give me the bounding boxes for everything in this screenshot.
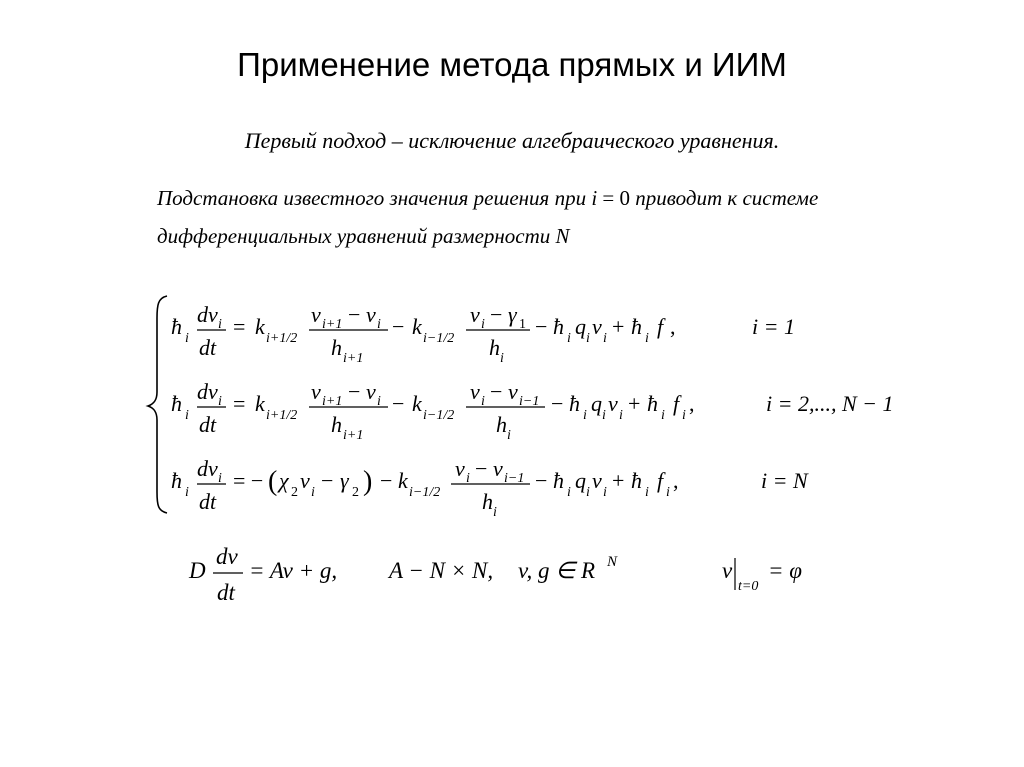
subscript: i xyxy=(185,408,189,423)
subscript: i xyxy=(377,317,381,332)
v: v xyxy=(470,379,480,404)
comma: , xyxy=(670,314,676,339)
subscript: i xyxy=(567,485,571,500)
q: q xyxy=(575,468,586,493)
matrix-equation xyxy=(188,544,802,605)
denominator: dt xyxy=(199,489,217,514)
subscript: i xyxy=(645,485,649,500)
denominator: dt xyxy=(199,412,217,437)
hbar: ħ xyxy=(569,391,580,416)
chi: χ xyxy=(279,468,289,493)
hbar: ħ xyxy=(631,468,642,493)
q: q xyxy=(591,391,602,416)
numerator: dv xyxy=(197,456,218,481)
minus: − xyxy=(535,314,548,339)
paren-close: ) xyxy=(363,466,373,497)
subscript: i xyxy=(666,485,670,500)
subscript: i xyxy=(311,485,315,500)
v: v xyxy=(311,379,321,404)
k-coef: k xyxy=(398,468,408,493)
subscript: i+1 xyxy=(322,317,343,332)
v: v xyxy=(455,456,465,481)
plus: + xyxy=(628,391,641,416)
subscript: i xyxy=(500,351,504,366)
subscript: i xyxy=(603,331,607,346)
subscript: i xyxy=(645,331,649,346)
v: v xyxy=(493,456,503,481)
system-brace xyxy=(148,296,167,513)
plus: + xyxy=(612,468,625,493)
subscript: i xyxy=(481,394,485,409)
minus: − xyxy=(490,379,503,404)
gamma: γ xyxy=(340,468,349,493)
numerator: dv xyxy=(197,379,218,404)
v: v xyxy=(592,468,602,493)
minus: − xyxy=(490,302,503,327)
set-membership: v, g ∈ R xyxy=(518,558,596,583)
minus: − xyxy=(475,456,488,481)
subscript: i xyxy=(466,471,470,486)
dimension-variable: N xyxy=(555,224,570,248)
hbar: ħ xyxy=(171,468,182,493)
minus: − xyxy=(392,391,405,416)
subscript: i xyxy=(377,394,381,409)
superscript: N xyxy=(607,554,618,570)
subscript: i xyxy=(218,317,222,332)
subscript: i xyxy=(218,394,222,409)
v: v xyxy=(470,302,480,327)
init-rhs: = φ xyxy=(768,558,802,583)
hbar: ħ xyxy=(631,314,642,339)
minus: − xyxy=(551,391,564,416)
hbar: ħ xyxy=(171,314,182,339)
hbar: ħ xyxy=(647,391,658,416)
v: v xyxy=(366,379,376,404)
hbar: ħ xyxy=(553,314,564,339)
equation-row-1 xyxy=(171,302,795,366)
h: h xyxy=(482,489,493,514)
subscript: i xyxy=(586,485,590,500)
v: v xyxy=(508,379,518,404)
subscript: 1 xyxy=(519,317,526,332)
subscript: i+1 xyxy=(343,428,364,443)
subscript: i+1/2 xyxy=(266,408,298,423)
minus: − xyxy=(380,468,393,493)
equation-row-3 xyxy=(171,456,809,520)
k-coef: k xyxy=(412,391,422,416)
subscript: i+1/2 xyxy=(266,331,298,346)
numerator: dv xyxy=(216,544,238,569)
minus: − xyxy=(348,379,361,404)
f: f xyxy=(657,468,664,493)
equals-sign: = xyxy=(233,391,246,416)
row-2-index: i = 2,..., N − 1 xyxy=(766,391,894,416)
row-1-index: i = 1 xyxy=(752,314,795,339)
matrix-D: D xyxy=(189,558,206,583)
f: f xyxy=(657,314,664,339)
slide-subtitle: Первый подход – исключение алгебраического уравнения. xyxy=(244,128,780,153)
subscript: i−1/2 xyxy=(423,331,455,346)
paren-open: ( xyxy=(268,466,278,497)
subscript: i xyxy=(493,505,497,520)
subscript: i xyxy=(602,408,606,423)
k-coef: k xyxy=(255,391,265,416)
index-variable: i xyxy=(591,186,598,210)
denominator: dt xyxy=(199,335,217,360)
subscript: i−1 xyxy=(504,471,525,486)
minus: − xyxy=(392,314,405,339)
subscript: i+1 xyxy=(322,394,343,409)
h: h xyxy=(331,412,342,437)
h: h xyxy=(496,412,507,437)
subscript: i xyxy=(682,408,686,423)
dimensions: A − N × N, xyxy=(389,558,494,583)
k-coef: k xyxy=(412,314,422,339)
subscript: i xyxy=(185,485,189,500)
comma: , xyxy=(673,468,679,493)
h: h xyxy=(489,335,500,360)
v: v xyxy=(311,302,321,327)
equals-sign: = xyxy=(233,314,246,339)
minus: − xyxy=(535,468,548,493)
slide-title: Применение метода прямых и ИИМ xyxy=(237,46,787,83)
hbar: ħ xyxy=(553,468,564,493)
minus: − xyxy=(348,302,361,327)
subscript: i−1 xyxy=(519,394,540,409)
hbar: ħ xyxy=(171,391,182,416)
f: f xyxy=(673,391,680,416)
subscript: i xyxy=(218,471,222,486)
subscript: i−1/2 xyxy=(423,408,455,423)
numerator: dv xyxy=(197,302,218,327)
denominator: dt xyxy=(217,580,235,605)
row-3-index: i = N xyxy=(761,468,808,493)
subscript: i xyxy=(583,408,587,423)
subscript: i+1 xyxy=(343,351,364,366)
plus: + xyxy=(612,314,625,339)
k-coef: k xyxy=(255,314,265,339)
subscript: i xyxy=(661,408,665,423)
subscript: i xyxy=(603,485,607,500)
q: q xyxy=(575,314,586,339)
comma: , xyxy=(689,391,695,416)
subscript: i xyxy=(567,331,571,346)
equals-minus: = − xyxy=(233,468,264,493)
v: v xyxy=(608,391,618,416)
subscript: i xyxy=(481,317,485,332)
paragraph-text: дифференциальных уравнений размерности xyxy=(157,224,556,248)
subscript: 2 xyxy=(352,485,359,500)
equation-row-2 xyxy=(171,379,893,443)
subscript: i xyxy=(507,428,511,443)
gamma: γ xyxy=(508,302,517,327)
v: v xyxy=(592,314,602,339)
minus: − xyxy=(321,468,334,493)
subscript: 2 xyxy=(291,485,298,500)
index-equals-zero: = 0 xyxy=(597,186,636,210)
subscript: i xyxy=(619,408,623,423)
subscript: i xyxy=(586,331,590,346)
v: v xyxy=(300,468,310,493)
subscript: i xyxy=(185,331,189,346)
init-subscript: t=0 xyxy=(738,579,759,594)
h: h xyxy=(331,335,342,360)
paragraph-text: приводит к системе xyxy=(635,186,819,210)
rhs: = Av + g, xyxy=(249,558,338,583)
v: v xyxy=(366,302,376,327)
init-v: v xyxy=(722,558,733,583)
subscript: i−1/2 xyxy=(409,485,441,500)
paragraph-text: Подстановка известного значения решения при xyxy=(157,186,592,210)
